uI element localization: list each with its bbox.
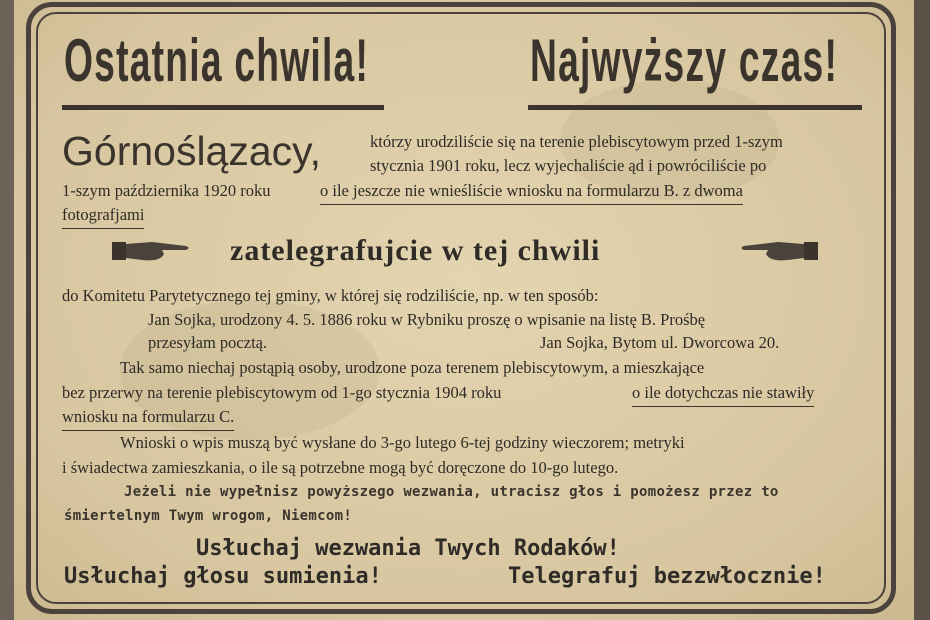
example-line-2-left: przesyłam pocztą. [148,333,268,352]
example-signature: Jan Sojka, Bytom ul. Dworcowa 20. [540,333,780,352]
closing-slogan-1: Usłuchaj wezwania Twych Rodaków! [196,536,620,561]
body-paragraph-3-line-2: i świadectwa zamieszkania, o ile są potrzebne mogą być doręczone do 10-go lutego. [62,458,619,477]
intro-line-4: fotografjami [62,203,144,229]
body-paragraph-2-line-1: Tak samo niechaj postąpią osoby, urodzone poza terenem plebiscytowym, a mieszkające [120,358,705,377]
warning-line-2: śmiertelnym Twym wrogom, Niemcom! [64,508,353,524]
intro-line-2: stycznia 1901 roku, lecz wyjechaliście ąd i powróciliście po [370,156,767,175]
closing-slogan-2: Usłuchaj głosu sumienia! [64,564,382,589]
headline-left: Ostatnia chwila! [64,27,370,94]
scan-edge-left [0,0,14,620]
body-paragraph-2-line-2: bez przerwy na terenie plebiscytowym od 1-go stycznia 1904 roku [62,383,502,402]
headline-right: Najwyższy czas! [530,27,839,94]
example-line-1: Jan Sojka, urodzony 4. 5. 1886 roku w Rybniku proszę o wpisanie na listę B. Prośbę [148,310,706,329]
pointing-hand-right-icon [112,236,192,266]
intro-line-3-date: 1-szym października 1920 roku [62,181,271,200]
body-paragraph-3-line-1: Wnioski o wpis muszą być wysłane do 3-go lutego 6-tej godziny wieczorem; metryki [120,433,685,452]
warning-line-1: Jeżeli nie wypełnisz powyższego wezwania, utracisz głos i pomożesz przez to [124,484,779,500]
headline-right-underline [528,105,862,110]
intro-line-3-condition: o ile jeszcze nie wnieśliście wniosku na formularzu B. z dwoma [320,179,743,205]
headline-left-underline [62,105,384,110]
addressee: Górnoślązacy, [62,128,322,174]
pointing-hand-left-icon [738,236,818,266]
closing-slogan-3: Telegrafuj bezzwłocznie! [508,564,826,589]
intro-line-1: którzy urodziliście się na terenie plebiscytowym przed 1-szym [370,132,783,151]
call-to-action: zatelegrafujcie w tej chwili [230,234,601,267]
scan-edge-right [914,0,930,620]
body-paragraph-1: do Komitetu Parytetycznego tej gminy, w której się rodziliście, np. w ten sposób: [62,286,599,305]
body-paragraph-2-condition: o ile dotychczas nie stawiły [632,381,814,407]
body-paragraph-2-line-3: wniosku na formularzu C. [62,405,234,431]
